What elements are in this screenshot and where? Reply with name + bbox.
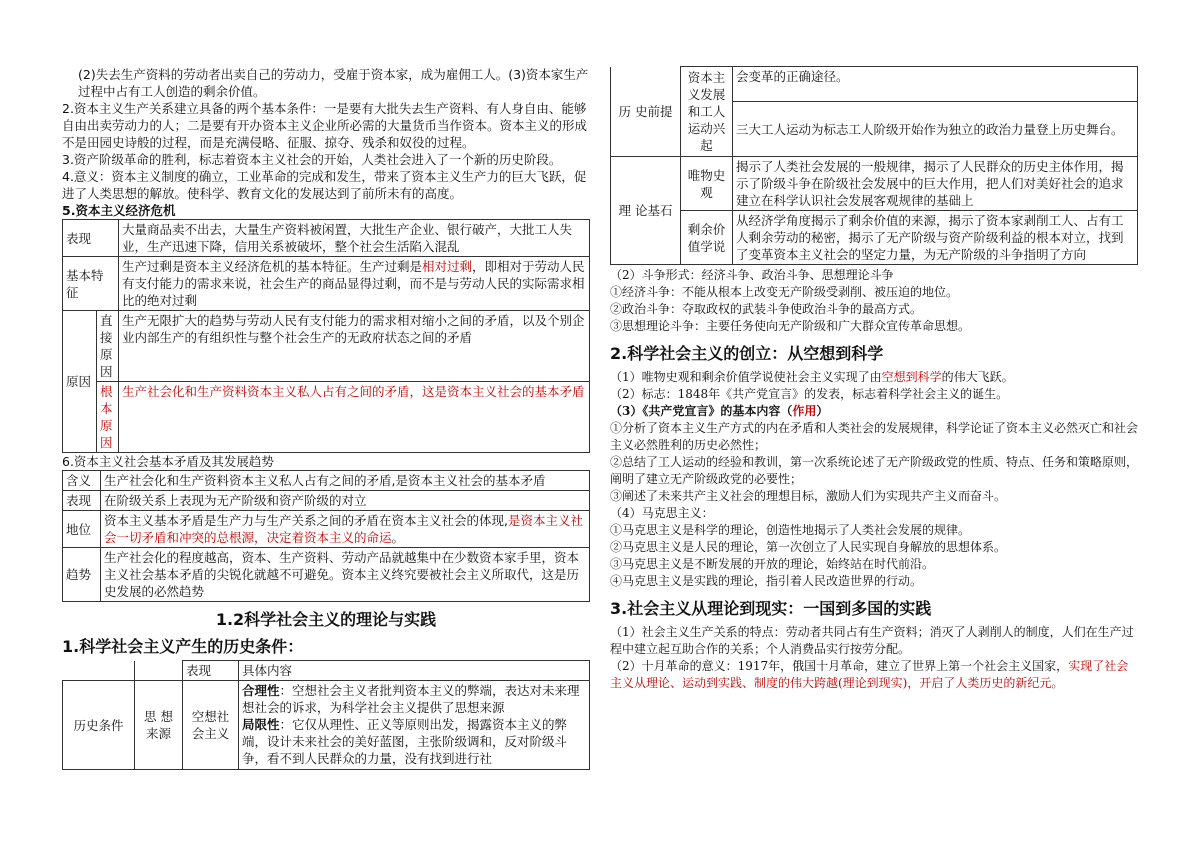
contradiction-table [62,470,590,602]
history-title: 1.科学社会主义产生的历史条件： [62,637,304,656]
sec2-para: （4）马克思主义： [610,506,714,520]
sec2-para: ②马克思主义是人民的理论，第一次创立了人民实现自身解放的思想体系。 [610,540,1007,554]
history-header-appearance: 表现 [183,661,239,681]
intro-para-2: 2.资本主义生产关系建立具备的两个基本条件：一是要有大批失去生产资料、有人身自由、能够自由出卖劳动力的人；二是要有开办资本主义企业所必需的大量货币当作资本。资本主义的形成不是田园史诗般的过程，而是充满侵略、征服、掠夺、残杀和奴役的过程。 [62,101,588,150]
sec2-para: ③阐述了未来共产主义社会的理想目标，激励人们为实现共产主义而奋斗。 [610,489,1007,503]
sec2-title: 2.科学社会主义的创立：从空想到科学 [610,344,884,363]
sec2-para: ③马克思主义是不断发展的开放的理论，始终站在时代前沿。 [610,557,935,571]
crisis-root-label: 根本原因 [97,382,119,453]
history-condition-label: 历史条件 [63,681,135,770]
sec2-para: （1）唯物史观和剩余价值学说使社会主义实现了由空想到科学的伟大飞跃。 [610,370,1014,384]
sec3-para: （2）十月革命的意义：1917年，俄国十月革命，建立了世界上第一个社会主义国家，实现了社会主义从理论、运动到实践、制度的伟大跨越(理论到现实)，开启了人类历史的新纪元。 [610,659,1129,690]
premise-surplus-label: 剩余价值学说 [681,211,733,265]
premise-text-1: 会变革的正确途径。 [733,67,1138,102]
premise-text-4: 从经济学角度揭示了剩余价值的来源，揭示了资本家剥削工人、占有工人剩余劳动的秘密，揭示了无产阶级与资产阶级利益的根本对立，找到了变革资本主义社会的坚定力量，为无产阶级的斗争指明了方向 [733,211,1138,265]
history-source-label: 思 想来源 [135,681,183,770]
sec3-para: （1）社会主义生产关系的特点：劳动者共同占有生产资料；消灭了人剥削人的制度，人们在生产过程中建立起互助合作的关系；个人消费品实行按劳分配。 [610,625,1134,656]
crisis-root-text: 生产社会化和生产资料资本主义私人占有之间的矛盾，这是资本主义社会的基本矛盾 [119,382,590,453]
intro-para-4: 4.意义：资本主义制度的确立，工业革命的完成和发生，带来了资本主义生产力的巨大飞跃，促进了人类思想的解放。使科学、教育文化的发展达到了前所未有的高度。 [62,169,587,201]
sec2-para: ①马克思主义是科学的理论，创造性地揭示了人类社会发展的规律。 [610,523,971,537]
history-table [62,660,590,770]
premise-materialism-label: 唯物史观 [681,157,733,211]
crisis-title: 5.资本主义经济危机 [62,203,176,218]
sec2-para: （2）标志：1848年《共产党宣言》的发表，标志着科学社会主义的诞生。 [610,387,1009,401]
contradiction-row-label: 趋势 [63,548,101,602]
premise-text-2: 三大工人运动为标志工人阶级开始作为独立的政治力量登上历史舞台。 [733,102,1138,157]
crisis-table [62,219,590,453]
premise-capitalism-label: 资本主义发展和工人运动兴起 [681,67,733,157]
premise-theory-label: 理 论基石 [611,157,681,265]
premise-text-3: 揭示了人类社会发展的一般规律，揭示了人民群众的历史主体作用，揭示了阶级斗争在阶级社会发展中的巨大作用，把人们对美好社会的追求建立在科学认识社会发展客观规律的基础上 [733,157,1138,211]
sec2-para: ①分析了资本主义生产方式的内在矛盾和人类社会的发展规律，科学论证了资本主义必然灭亡和社会主义必然胜利的历史必然性； [610,421,1139,452]
sec2-para: （3）《共产党宣言》的基本内容（作用） [610,404,829,418]
contradiction-row-label: 地位 [63,511,101,548]
crisis-cause-label: 原因 [63,311,97,453]
contradiction-row-text: 生产社会化和生产资料资本主义私人占有之间的矛盾,是资本主义社会的基本矛盾 [101,471,590,491]
contradiction-title: 6.资本主义社会基本矛盾及其发展趋势 [62,454,274,469]
contradiction-row-text: 资本主义基本矛盾是生产力与生产关系之间的矛盾在资本主义社会的体现,是资本主义社会一切矛盾和冲突的总根源，决定着资本主义的命运。 [101,511,590,548]
crisis-direct-label: 直接原因 [97,311,119,382]
intro-para-1: (2)失去生产资料的劳动者出卖自己的劳动力，受雇于资本家，成为雇佣工人。(3)资本家生产过程中占有工人创造的剩余价值。 [78,67,589,99]
struggle-line: （2）斗争形式：经济斗争、政治斗争、思想理论斗争 [610,268,894,282]
premise-table [610,66,1138,265]
history-utopian-label: 空想社会主义 [183,681,239,770]
struggle-line: ③思想理论斗争：主要任务使向无产阶级和广大群众宣传革命思想。 [610,319,971,333]
history-header-content: 具体内容 [239,661,590,681]
struggle-line: ①经济斗争：不能从根本上改变无产阶级受剥削、被压迫的地位。 [610,285,959,299]
sec2-para: ②总结了工人运动的经验和教训，第一次系统论述了无产阶级政党的性质、特点、任务和策略原则，阐明了建立无产阶级政党的必要性； [610,455,1139,486]
contradiction-row-text: 在阶级关系上表现为无产阶级和资产阶级的对立 [101,491,590,511]
crisis-row-text: 生产过剩是资本主义经济危机的基本特征。生产过剩是相对过剩，即相对于劳动人民有支付能力的需求来说，社会生产的商品显得过剩，而不是与劳动人民的实际需求相比的绝对过剩 [119,257,590,311]
intro-para-3: 3.资产阶级革命的胜利，标志着资本主义社会的开始，人类社会进入了一个新的历史阶段。 [62,152,562,167]
crisis-row-label: 表现 [63,220,119,257]
struggle-line: ②政治斗争：夺取政权的武装斗争使政治斗争的最高方式。 [610,302,923,316]
sec2-para: ④马克思主义是实践的理论，指引着人民改造世界的行动。 [610,574,923,588]
crisis-row-label: 基本特征 [63,257,119,311]
chapter-title: 1.2科学社会主义的理论与实践 [215,610,437,629]
crisis-direct-text: 生产无限扩大的趋势与劳动人民有支付能力的需求相对缩小之间的矛盾，以及个别企业内部生产的有组织性与整个社会生产的无政府状态之间的矛盾 [119,311,590,382]
sec3-title: 3.社会主义从理论到现实：一国到多国的实践 [610,599,932,618]
right-column [610,0,1138,692]
left-column [62,0,590,770]
premise-history-label: 历 史前提 [611,67,681,157]
crisis-row-text: 大量商品卖不出去，大量生产资料被闲置，大批生产企业、银行破产，大批工人失业，生产迅速下降，信用关系被破坏，整个社会生活陷入混乱 [119,220,590,257]
contradiction-row-label: 表现 [63,491,101,511]
history-content-text: 合理性：空想社会主义者批判资本主义的弊端，表达对未来理想社会的诉求，为科学社会主义提供了思想来源 局限性：它仅从理性、正义等原则出发，揭露资本主义的弊端，设计未来社会的美好蓝图，主张阶级调和，反对阶级斗争，看不到人民群众的力量，没有找到进行社 [239,681,590,770]
contradiction-row-text: 生产社会化的程度越高，资本、生产资料、劳动产品就越集中在少数资本家手里，资本主义社会基本矛盾的尖锐化就越不可避免。资本主义终究要被社会主义所取代，这是历史发展的必然趋势 [101,548,590,602]
contradiction-row-label: 含义 [63,471,101,491]
